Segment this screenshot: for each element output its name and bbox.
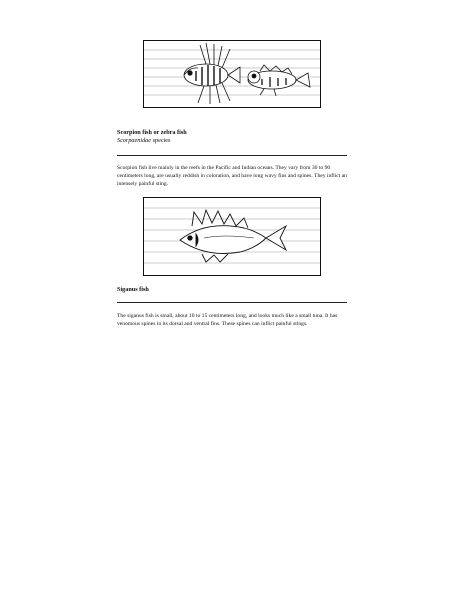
species-suffix: species [151, 137, 171, 144]
scorpion-fish-drawing [144, 41, 320, 107]
section-title-siganus-fish: Siganus fish [117, 286, 149, 293]
divider-siganus-fish [117, 302, 347, 303]
siganus-drawing [180, 210, 286, 262]
section-subtitle-scorpion-fish [117, 137, 170, 144]
paragraph-scorpion-fish: Scorpion fish live mainly in the reefs in the Pacific and Indian oceans. They vary from 30 to 90 centimeters long, are usually reddish in coloration, and have long wavy fins and spines. They inflict an intensely painful sting. [117, 165, 347, 187]
paragraph-siganus-fish: The siganus fish is small, about 10 to 15 centimeters long, and looks much like a small tuna. It has venomous spines in its dorsal and ventral fins. These spines can inflict painful stings. [117, 313, 338, 327]
scorpionfish-drawing [248, 65, 310, 96]
species-name-italic: Scorpaenidae [117, 137, 152, 144]
siganus-fish-illustration [143, 197, 321, 276]
section-title-scorpion-fish: Scorpion fish or zebra fish [117, 129, 187, 136]
scorpion-fish-illustration [143, 40, 321, 108]
divider-scorpion-fish [117, 155, 347, 156]
siganus-fish-drawing [144, 198, 320, 275]
